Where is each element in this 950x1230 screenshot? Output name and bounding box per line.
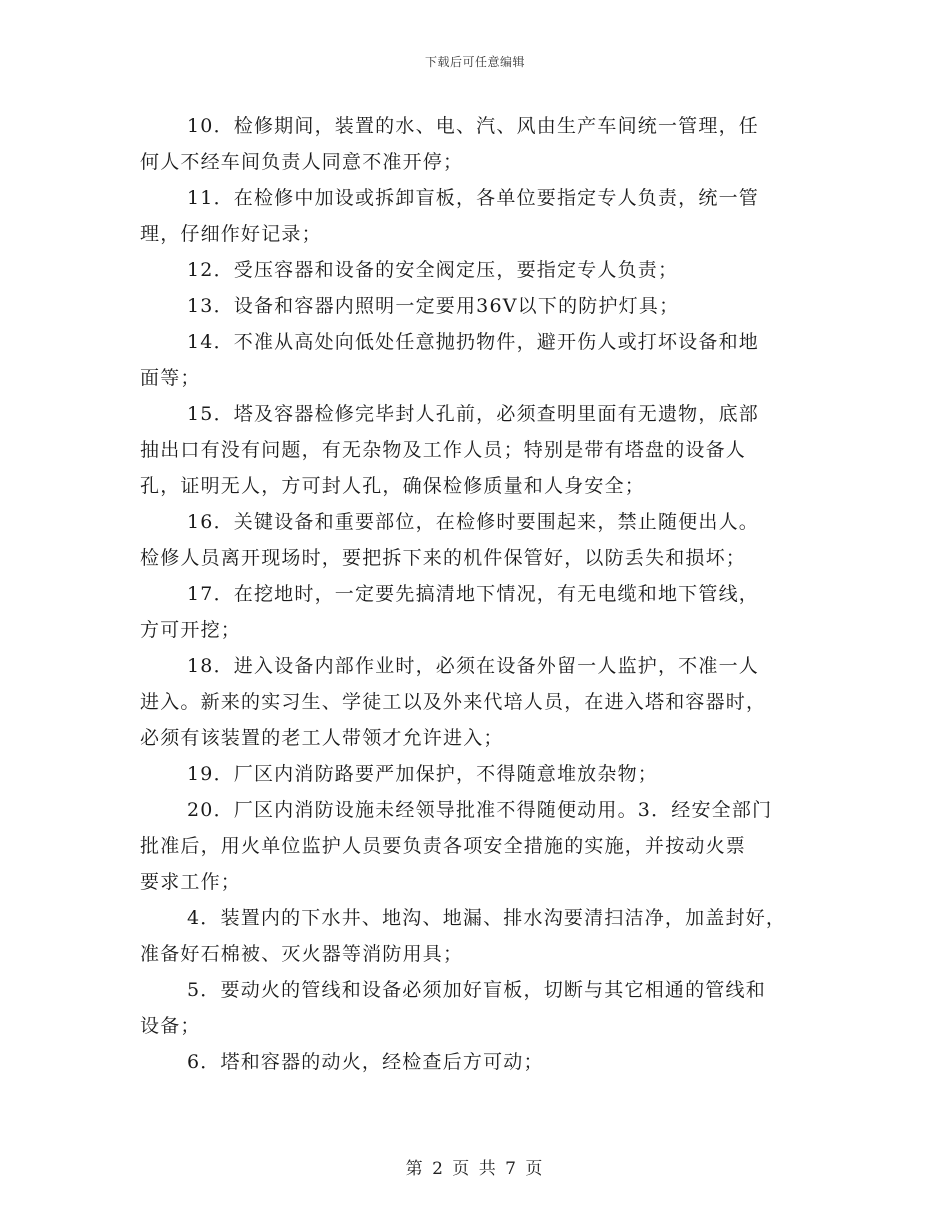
- paragraph-line: 18．进入设备内部作业时，必须在设备外留一人监护，不准一人: [187, 655, 759, 677]
- paragraph-line: 12．受压容器和设备的安全阀定压，要指定专人负责；: [187, 259, 679, 281]
- paragraph-line: 15．塔及容器检修完毕封人孔前，必须查明里面有无遗物，底部: [187, 403, 759, 425]
- paragraph-line: 5．要动火的管线和设备必须加好盲板，切断与其它相通的管线和: [187, 979, 766, 1001]
- paragraph-line: 要求工作；: [140, 871, 242, 893]
- paragraph: [140, 108, 815, 180]
- paragraph-line: 孔，证明无人，方可封人孔，确保检修质量和人身安全；: [140, 475, 646, 497]
- paragraph: [140, 756, 815, 792]
- paragraph: [140, 396, 815, 504]
- paragraph: [140, 324, 815, 396]
- paragraph-line: 面等；: [140, 367, 201, 389]
- paragraph: [140, 972, 815, 1044]
- page-number: 第 2 页 共 7 页: [405, 1159, 545, 1179]
- paragraph: [140, 1044, 815, 1080]
- paragraph-line: 16．关键设备和重要部位，在检修时要围起来，禁止随便出人。: [187, 511, 759, 533]
- paragraph: [140, 288, 815, 324]
- header-note: 下载后可任意编辑: [424, 55, 525, 69]
- paragraph-line: 检修人员离开现场时，要把拆下来的机件保管好，以防丢失和损坏；: [140, 547, 747, 569]
- paragraph-line: 进入。新来的实习生、学徒工以及外来代培人员，在进入塔和容器时，: [140, 691, 767, 713]
- paragraph-line: 17．在挖地时，一定要先搞清地下情况，有无电缆和地下管线，: [187, 583, 759, 605]
- paragraph-line: 理，仔细作好记录；: [140, 223, 322, 245]
- paragraph-line: 准备好石棉被、灭火器等消防用具；: [140, 943, 464, 965]
- paragraph: [140, 504, 815, 576]
- paragraph: [140, 180, 815, 252]
- paragraph: [140, 648, 815, 756]
- paragraph-line: 6．塔和容器的动火，经检查后方可动；: [187, 1051, 544, 1073]
- paragraph-line: 设备；: [140, 1015, 201, 1037]
- document-body: [140, 108, 815, 1080]
- paragraph-line: 何人不经车间负责人同意不准开停；: [140, 151, 464, 173]
- paragraph: [140, 900, 815, 972]
- paragraph-line: 批准后，用火单位监护人员要负责各项安全措施的实施，并按动火票: [140, 835, 747, 857]
- paragraph-line: 11．在检修中加设或拆卸盲板，各单位要指定专人负责，统一管: [187, 187, 759, 209]
- paragraph-line: 必须有该装置的老工人带领才允许进入；: [140, 727, 504, 749]
- paragraph-line: 20．厂区内消防设施未经领导批准不得随便动用。3．经安全部门: [187, 799, 773, 821]
- paragraph-line: 14．不准从高处向低处任意抛扔物件，避开伤人或打坏设备和地: [187, 331, 759, 353]
- paragraph-line: 13．设备和容器内照明一定要用36V以下的防护灯具；: [187, 295, 680, 317]
- paragraph-line: 抽出口有没有问题，有无杂物及工作人员；特别是带有塔盘的设备人: [140, 439, 747, 461]
- paragraph-line: 4．装置内的下水井、地沟、地漏、排水沟要清扫洁净，加盖封好，: [187, 907, 787, 929]
- paragraph: [140, 576, 815, 648]
- paragraph: [140, 252, 815, 288]
- paragraph-line: 19．厂区内消防路要严加保护，不得随意堆放杂物；: [187, 763, 658, 785]
- paragraph-line: 10．检修期间，装置的水、电、汽、风由生产车间统一管理，任: [187, 115, 759, 137]
- paragraph-line: 方可开挖；: [140, 619, 242, 641]
- paragraph: [140, 792, 815, 900]
